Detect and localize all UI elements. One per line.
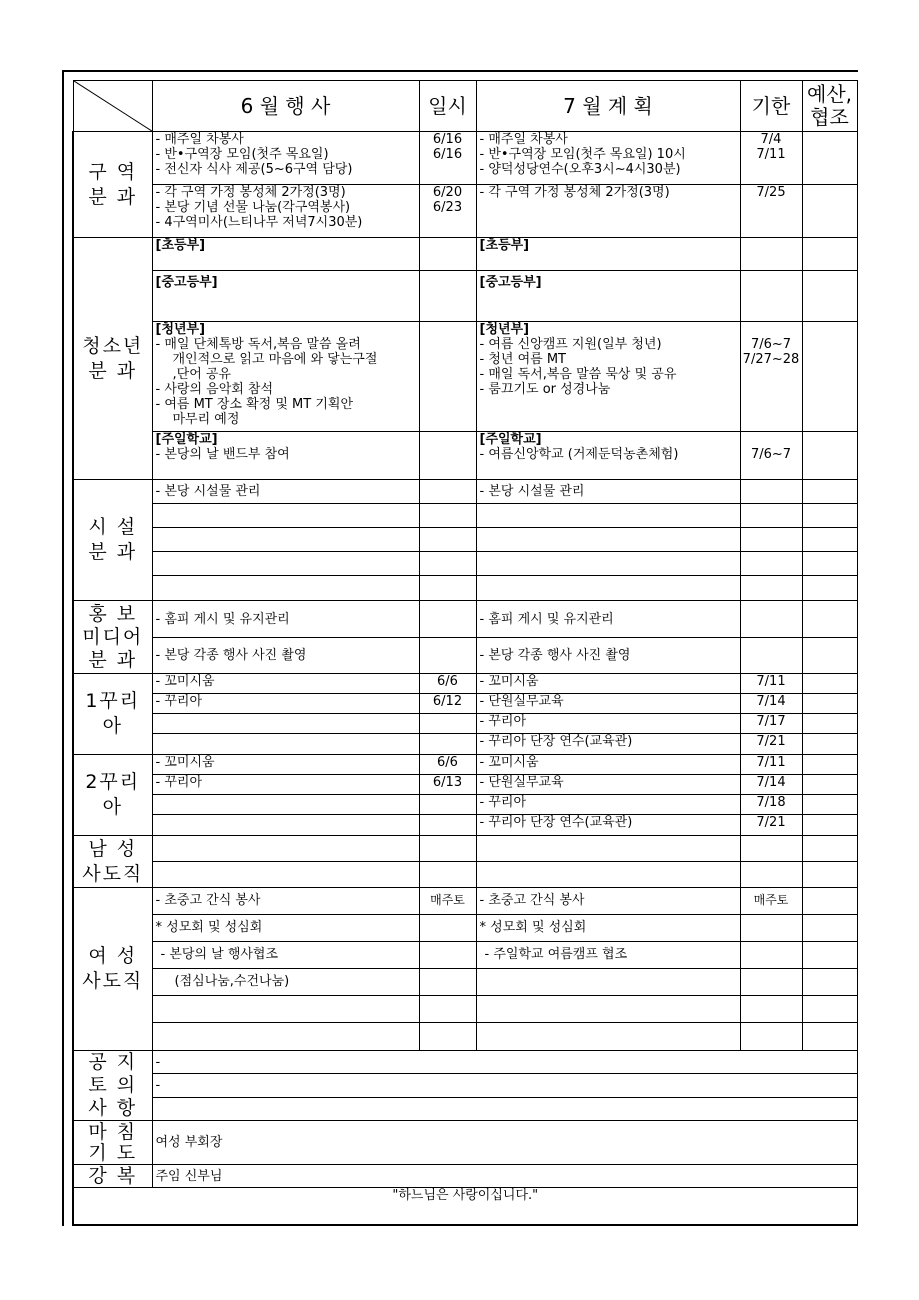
homily-row [73,1165,857,1188]
curia2-row-3 [73,795,857,815]
july-plans-header: 7 월 계 획 [476,81,740,132]
notice-row-1 [73,1050,857,1073]
curia2-july-1: - 꼬미시움 [476,755,740,775]
curia2-july-3-date: 7/18 [740,795,802,815]
curia1-june-1: - 꼬미시움 [152,674,419,694]
women-july-2: * 성모회 및 성심회 [476,914,740,941]
youth-young-july-dates: 7/6~7 7/27~28 [740,321,802,431]
monthly-plan-table [72,80,858,1226]
women-row-5 [73,995,857,1022]
prayer-category: 마 침 기 도 [73,1120,152,1164]
facility-june: - 본당 시설물 관리 [152,479,419,503]
women-row-4 [73,968,857,995]
women-row-2 [73,914,857,941]
curia1-july-3: - 꾸리아 [476,714,740,734]
youth-young-budget [802,321,857,431]
district-july-a-dates: 7/4 7/11 [740,132,802,185]
curia1-row-2 [73,694,857,714]
media-july-2-date [740,638,802,674]
youth-mid-budget [802,271,857,321]
youth-sunday-july-date: 7/6~7 [740,431,802,479]
curia2-june-1-date: 6/6 [419,755,476,775]
youth-elem-july-date [740,238,802,271]
curia2-july-4: - 꾸리아 단장 연수(교육관) [476,815,740,836]
curia1-july-1-date: 7/11 [740,674,802,694]
curia1-july-4-date: 7/21 [740,734,802,755]
district-july-b-dates: 7/25 [740,185,802,238]
curia1-july-3-date: 7/17 [740,714,802,734]
women-row-3 [73,941,857,968]
notice-row-3 [73,1097,857,1120]
curia2-july-2-date: 7/14 [740,775,802,795]
district-june-a-dates: 6/16 6/16 [419,132,476,185]
women-row-1 [73,887,857,914]
women-row-6 [73,1022,857,1050]
prayer-row [73,1120,857,1164]
homily-value: 주임 신부님 [152,1165,857,1188]
youth-sunday-july: [주일학교] - 여름신앙학교 (거제둔덕농촌체험) [476,431,740,479]
media-june-2-date [419,638,476,674]
curia2-category: 2꾸리아 [73,755,152,836]
youth-mid-row [73,271,857,321]
district-june-a: - 매주일 차봉사 - 반•구역장 모임(첫주 목요일) - 전신자 식사 제공(5~6구역 담당) [152,132,419,185]
youth-young-row [73,321,857,431]
footer-row [73,1188,857,1225]
curia2-july-3: - 꾸리아 [476,795,740,815]
youth-mid-july-label: [중고등부] [476,271,740,321]
media-category: 홍 보 미디어 분 과 [73,601,152,674]
youth-young-june: [청년부] - 매일 단체톡방 독서,복음 말씀 올려 개인적으로 읽고 마음에 와 닿는구절 ,단어 공유 - 사랑의 음악회 참석 - 여름 MT 장소 확정 및 MT 기획안 마무리 예정 [152,321,419,431]
notice-category: 공 지 토 의 사 항 [73,1050,152,1120]
facility-row-1 [73,479,857,503]
facility-july: - 본당 시설물 관리 [476,479,740,503]
curia1-july-2: - 단원실무교육 [476,694,740,714]
facility-july-date [740,479,802,503]
facility-row-2 [73,503,857,527]
curia1-july-1: - 꼬미시움 [476,674,740,694]
youth-mid-june-date [419,271,476,321]
curia2-row-2 [73,775,857,795]
women-july-1: - 초중고 간식 봉사 [476,887,740,914]
women-june-2: * 성모회 및 성심회 [152,914,419,941]
media-june-1: - 홈피 게시 및 유지관리 [152,601,419,638]
media-july-2: - 본당 각종 행사 사진 촬영 [476,638,740,674]
women-july-1-date: 매주토 [740,887,802,914]
women-june-1: - 초중고 간식 봉사 [152,887,419,914]
district-category: 구 역 분 과 [73,132,152,238]
curia1-row-1 [73,674,857,694]
youth-elem-june-label: [초등부] [152,238,419,271]
facility-row-4 [73,551,857,575]
curia1-july-2-date: 7/14 [740,694,802,714]
media-july-1-date [740,601,802,638]
women-june-4: (점심나눔,수건나눔) [152,968,419,995]
curia1-row-4 [73,734,857,755]
women-july-3: - 주일학교 여름캠프 협조 [476,941,740,968]
notice-row-2 [73,1074,857,1097]
curia2-july-4-date: 7/21 [740,815,802,836]
district-july-a: - 매주일 차봉사 - 반•구역장 모임(첫주 목요일) 10시 - 양덕성당연수(오후3시~4시30분) [476,132,740,185]
june-events-header: 6 월 행 사 [152,81,419,132]
diagonal-corner-cell [73,81,152,132]
media-budget-2 [802,638,857,674]
men-category: 남 성 사도직 [73,836,152,887]
youth-sunday-june: [주일학교] - 본당의 날 밴드부 참여 [152,431,419,479]
notice-item-1: - [152,1050,857,1073]
district-budget-a [802,132,857,185]
curia1-july-4: - 꾸리아 단장 연수(교육관) [476,734,740,755]
men-row-1 [73,836,857,862]
youth-young-july: [청년부] - 여름 신앙캠프 지원(일부 청년) - 청년 여름 MT - 매일 독서,복음 말씀 묵상 및 공유 - 룸끄기도 or 성경나눔 [476,321,740,431]
youth-young-june-date [419,321,476,431]
district-budget-b [802,185,857,238]
curia1-june-1-date: 6/6 [419,674,476,694]
facility-row-5 [73,576,857,601]
youth-elem-row [73,238,857,271]
media-june-1-date [419,601,476,638]
youth-elem-budget [802,238,857,271]
district-june-b: - 각 구역 가정 봉성체 2가정(3명) - 본당 기념 선물 나눔(각구역봉사) - 4구역미사(느티나무 저녁7시30분) [152,185,419,238]
media-row-2 [73,638,857,674]
media-budget-1 [802,601,857,638]
curia2-june-1: - 꼬미시움 [152,755,419,775]
district-july-b: - 각 구역 가정 봉성체 2가정(3명) [476,185,740,238]
date-header: 일시 [419,81,476,132]
youth-mid-july-date [740,271,802,321]
curia1-category: 1꾸리아 [73,674,152,755]
men-row-2 [73,862,857,888]
youth-category: 청소년 분 과 [73,238,152,480]
district-row-1 [73,132,857,185]
media-july-1: - 홈피 게시 및 유지관리 [476,601,740,638]
district-row-2 [73,185,857,238]
facility-budget [802,479,857,503]
curia2-june-2: - 꾸리아 [152,775,419,795]
curia2-row-4 [73,815,857,836]
youth-sunday-june-date [419,431,476,479]
district-june-b-dates: 6/20 6/23 [419,185,476,238]
media-row-1 [73,601,857,638]
facility-june-date [419,479,476,503]
footer-quote: "하느님은 사랑이십니다." [73,1188,857,1225]
homily-category: 강 복 [73,1165,152,1188]
header-row [73,81,857,132]
youth-sunday-budget [802,431,857,479]
facility-row-3 [73,527,857,551]
prayer-value: 여성 부회장 [152,1120,857,1164]
curia1-june-2-date: 6/12 [419,694,476,714]
youth-elem-july-label: [초등부] [476,238,740,271]
curia2-july-1-date: 7/11 [740,755,802,775]
youth-sunday-row [73,431,857,479]
women-june-1-date: 매주토 [419,887,476,914]
budget-header: 예산, 협조 [802,81,857,132]
curia2-row-1 [73,755,857,775]
curia2-july-2: - 단원실무교육 [476,775,740,795]
women-category: 여 성 사도직 [73,887,152,1050]
notice-item-2: - [152,1074,857,1097]
facility-category: 시 설 분 과 [73,479,152,600]
youth-mid-june-label: [중고등부] [152,271,419,321]
women-june-3: - 본당의 날 행사협조 [152,941,419,968]
youth-elem-june-date [419,238,476,271]
media-june-2: - 본당 각종 행사 사진 촬영 [152,638,419,674]
deadline-header: 기한 [740,81,802,132]
curia2-june-2-date: 6/13 [419,775,476,795]
curia1-june-2: - 꾸리아 [152,694,419,714]
curia1-row-3 [73,714,857,734]
